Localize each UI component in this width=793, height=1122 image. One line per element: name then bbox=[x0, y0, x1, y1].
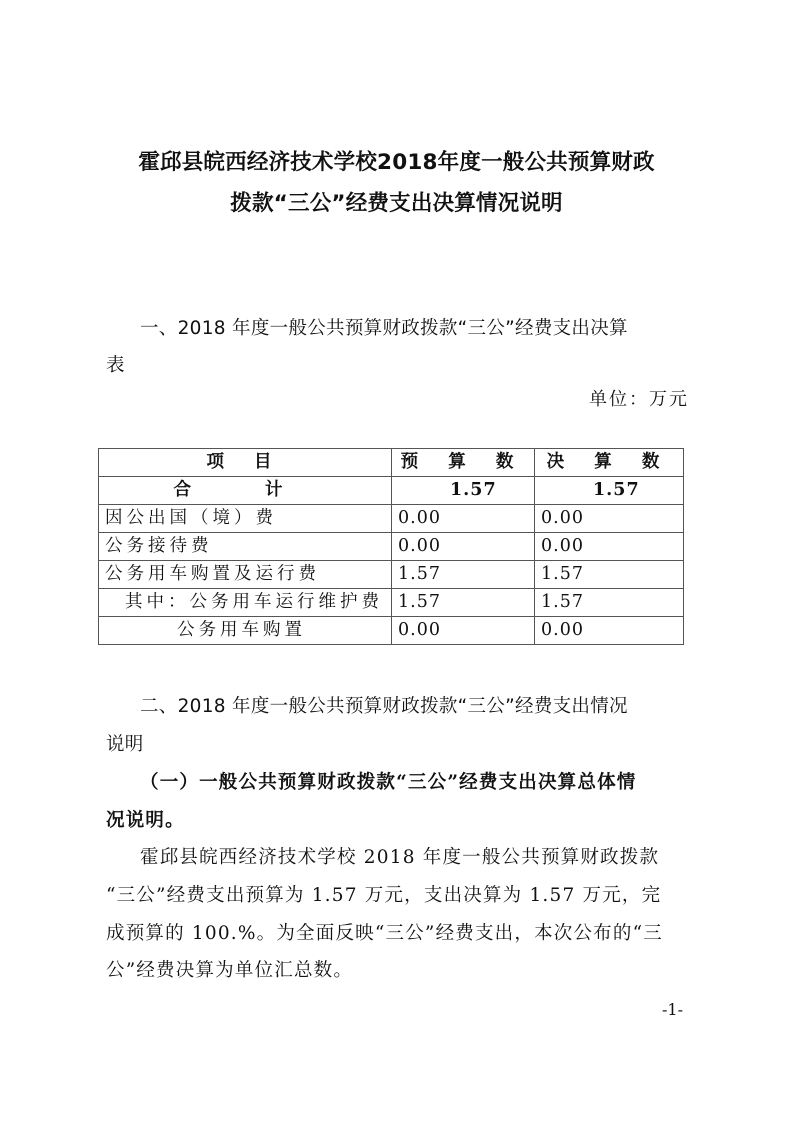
row-budget: 1.57 bbox=[392, 561, 535, 589]
header-item: 项 目 bbox=[99, 449, 392, 477]
paragraph-line: 公”经费决算为单位汇总数。 bbox=[106, 960, 354, 981]
row-item: 因公出国（境）费 bbox=[99, 505, 392, 533]
header-actual: 决 算 数 bbox=[535, 449, 684, 477]
row-budget: 0.00 bbox=[392, 533, 535, 561]
table-row bbox=[99, 561, 684, 589]
table-header-row bbox=[99, 449, 684, 477]
row-item: 公务接待费 bbox=[99, 533, 392, 561]
table-row-total bbox=[99, 477, 684, 505]
document-title-line-2: 拨款“三公”经费支出决算情况说明 bbox=[230, 191, 563, 216]
row-item: 公务用车购置及运行费 bbox=[99, 561, 392, 589]
row-item: 其中：公务用车运行维护费 bbox=[99, 589, 392, 617]
row-actual: 1.57 bbox=[535, 589, 684, 617]
row-budget: 0.00 bbox=[392, 505, 535, 533]
section-1-heading: 一、2018 年度一般公共预算财政拨款“三公”经费支出决算 bbox=[140, 318, 628, 339]
section-1-heading-cont: 表 bbox=[106, 355, 125, 376]
row-actual: 1.57 bbox=[535, 561, 684, 589]
table-row bbox=[99, 617, 684, 645]
unit-label: 单位：万元 bbox=[589, 389, 689, 410]
row-item: 公务用车购置 bbox=[99, 617, 392, 645]
section-2-heading-cont: 说明 bbox=[106, 734, 144, 755]
paragraph-line: 霍邱县皖西经济技术学校 2018 年度一般公共预算财政拨款 bbox=[140, 847, 660, 868]
three-public-expense-table bbox=[98, 448, 684, 645]
section-2-heading: 二、2018 年度一般公共预算财政拨款“三公”经费支出情况 bbox=[140, 696, 628, 717]
table-row bbox=[99, 589, 684, 617]
row-actual: 1.57 bbox=[535, 477, 684, 505]
subsection-1-heading: （一）一般公共预算财政拨款“三公”经费支出决算总体情 bbox=[140, 772, 637, 793]
paragraph-line: “三公”经费支出预算为 1.57 万元，支出决算为 1.57 万元，完 bbox=[106, 885, 662, 906]
header-budget: 预 算 数 bbox=[392, 449, 535, 477]
row-actual: 0.00 bbox=[535, 617, 684, 645]
row-actual: 0.00 bbox=[535, 505, 684, 533]
paragraph-line: 成预算的 100.%。为全面反映“三公”经费支出，本次公布的“三 bbox=[106, 923, 663, 944]
row-actual: 0.00 bbox=[535, 533, 684, 561]
row-budget: 1.57 bbox=[392, 589, 535, 617]
row-budget: 0.00 bbox=[392, 617, 535, 645]
row-item: 合 计 bbox=[99, 477, 392, 505]
table-row bbox=[99, 533, 684, 561]
table-row bbox=[99, 505, 684, 533]
document-title-line-1: 霍邱县皖西经济技术学校2018年度一般公共预算财政 bbox=[138, 150, 655, 175]
row-budget: 1.57 bbox=[392, 477, 535, 505]
page-number: -1- bbox=[662, 1000, 683, 1019]
subsection-1-heading-cont: 况说明。 bbox=[106, 810, 185, 831]
